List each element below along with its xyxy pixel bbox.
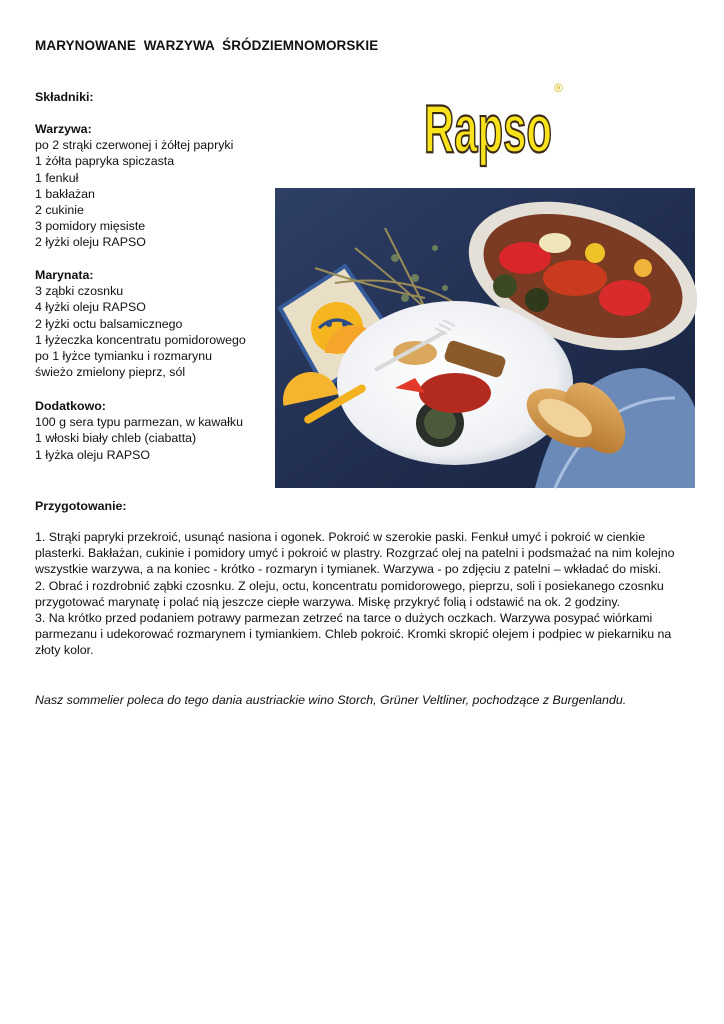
- extras-section: [35, 398, 305, 463]
- extras-item: 100 g sera typu parmezan, w kawałku: [35, 415, 243, 430]
- marinade-item: 4 łyżki oleju RAPSO: [35, 300, 146, 315]
- extras-heading: Dodatkowo:: [35, 399, 106, 413]
- ingredients-heading: Składniki:: [35, 90, 94, 104]
- vegetable-item: 1 bakłażan: [35, 186, 95, 201]
- vegetable-item: 3 pomidory mięsiste: [35, 219, 146, 234]
- marinade-item: 1 łyżeczka koncentratu pomidorowego: [35, 332, 246, 347]
- vegetables-heading: Warzywa:: [35, 122, 92, 136]
- vegetable-item: 2 cukinie: [35, 203, 84, 218]
- extras-item: 1 włoski biały chleb (ciabatta): [35, 431, 197, 446]
- vegetable-item: po 2 strąki czerwonej i żółtej papryki: [35, 138, 234, 153]
- vegetable-item: 1 żółta papryka spiczasta: [35, 154, 175, 169]
- rapso-logo: [420, 70, 570, 170]
- marinade-section: [35, 267, 305, 380]
- preparation-step: 2. Obrać i rozdrobnić ząbki czosnku. Z oleju, octu, koncentratu pomidorowego, pieprzu, soli i posiekanego czosnku przygotować marynatę i polać nią jeszcze ciepłe warzywa. Miskę przykryć folią i odstawić na ok. 2 godziny.: [35, 578, 664, 609]
- rapso-logo-wordmark: Rapso: [424, 91, 552, 167]
- vegetable-item: 1 fenkuł: [35, 170, 79, 185]
- registered-mark: ®: [554, 81, 563, 95]
- vegetables-section: [35, 121, 305, 251]
- sommelier-note: Nasz sommelier poleca do tego dania austriackie wino Storch, Grüner Veltliner, pochodzące z Burgenlandu.: [35, 693, 627, 707]
- extras-item: 1 łyżka oleju RAPSO: [35, 447, 151, 462]
- preparation-step: 1. Strąki papryki przekroić, usunąć nasiona i ogonek. Pokroić w szerokie paski. Fenkuł umyć i pokroić w cienkie plasterki. Bakłażan, cukinie i pomidory umyć i pokroić w plastry. Rozgrzać olej na patelni i podsmażać na nim kolejno wszystkie warzywa, a na koniec - krótko - rozmaryn i tymianek. Warzywa - po zdjęciu z patelni – wkładać do miski.: [35, 530, 675, 577]
- preparation-steps: [35, 529, 695, 659]
- marinade-item: 2 łyżki octu balsamicznego: [35, 316, 183, 331]
- ingredients-section: [35, 89, 305, 105]
- marinade-item: świeżo zmielony pieprz, sól: [35, 365, 186, 380]
- dish-photo: [275, 188, 695, 488]
- marinade-heading: Marynata:: [35, 268, 94, 282]
- preparation-heading: Przygotowanie:: [35, 499, 127, 513]
- marinade-item: po 1 łyżce tymianku i rozmarynu: [35, 349, 212, 364]
- vegetable-item: 2 łyżki oleju RAPSO: [35, 235, 146, 250]
- marinade-item: 3 ząbki czosnku: [35, 284, 124, 299]
- recipe-title: MARYNOWANE WARZYWA ŚRÓDZIEMNOMORSKIE: [35, 38, 379, 53]
- preparation-step: 3. Na krótko przed podaniem potrawy parmezan zetrzeć na tarce o dużych oczkach. Warzywa posypać wiórkami parmezanu i udekorować rozmarynem i tymiankiem. Chleb pokroić. Kromki skropić olejem i podpiec w piekarniku na złoty kolor.: [35, 611, 672, 658]
